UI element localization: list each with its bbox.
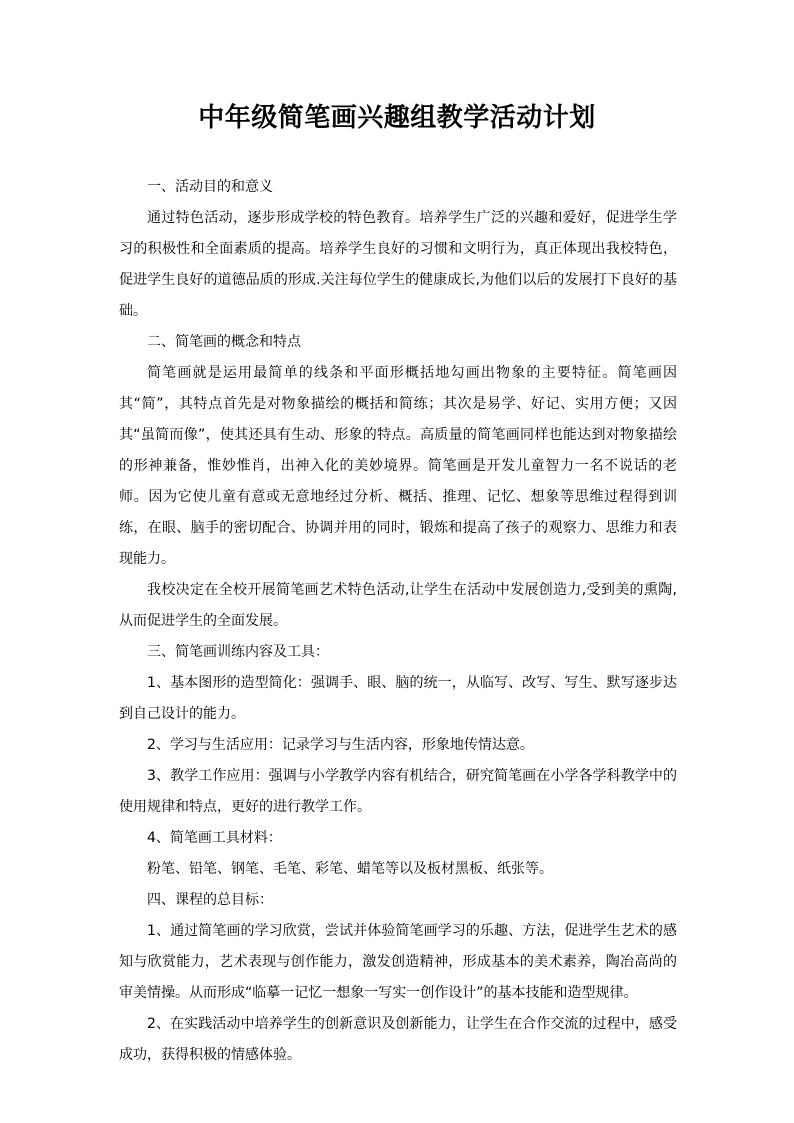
list-item: 1、通过简笔画的学习欣赏，尝试并体验简笔画学习的乐趣、方法，促进学生艺术的感知与欣赏能力，艺术表现与创作能力，激发创造精神，形成基本的美术素养，陶冶高尚的审美情操。从而形成“临摹一记忆一想象一写实一创作设计”的基本技能和造型规律。 bbox=[119, 923, 677, 1001]
paragraph: 粉笔、铅笔、钢笔、毛笔、彩笔、蜡笔等以及板材黑板、纸张等。 bbox=[147, 861, 553, 877]
list-item: 2、学习与生活应用：记录学习与生活内容，形象地传情达意。 bbox=[147, 737, 534, 753]
paragraph: 我校决定在全校开展简笔画艺术特色活动,让学生在活动中发展创造力,受到美的熏陶,从而促进学生的全面发展。 bbox=[119, 582, 677, 629]
list-item: 1、基本图形的造型简化：强调手、眼、脑的统一，从临写、改写、写生、默写逐步达到自己设计的能力。 bbox=[119, 675, 677, 722]
document-title: 中年级简笔画兴趣组教学活动计划 bbox=[198, 103, 596, 133]
paragraph: 通过特色活动，逐步形成学校的特色教育。培养学生广泛的兴趣和爱好，促进学生学习的积极性和全面素质的提高。培养学生良好的习惯和文明行为，真正体现出我校特色，促进学生良好的道德品质的形成.关注每位学生的健康成长,为他们以后的发展打下良好的基础。 bbox=[119, 210, 677, 319]
section-heading-4: 四、课程的总目标： bbox=[147, 892, 273, 908]
paragraph: 简笔画就是运用最简单的线条和平面形概括地勾画出物象的主要特征。简笔画因其“简”，其特点首先是对物象描绘的概括和简练；其次是易学、好记、实用方便；又因其“虽简而像”，使其还具有生动、形象的特点。高质量的简笔画同样也能达到对物象描绘的形神兼备，惟妙惟肖，出神入化的美妙境界。简笔画是开发儿童智力一名不说话的老师。因为它使儿童有意或无意地经过分析、概括、推理、记忆、想象等思维过程得到训练，在眼、脑手的密切配合、协调并用的同时，锻炼和提高了孩子的观察力、思维力和表现能力。 bbox=[119, 365, 677, 567]
list-item: 2、在实践活动中培养学生的创新意识及创新能力，让学生在合作交流的过程中，感受成功，获得积极的情感体验。 bbox=[119, 1016, 677, 1063]
section-heading-3: 三、简笔画训练内容及工具： bbox=[147, 644, 329, 660]
list-item: 3、教学工作应用：强调与小学教学内容有机结合，研究简笔画在小学各学科教学中的使用规律和特点，更好的进行教学工作。 bbox=[119, 768, 677, 815]
section-heading-2: 二、简笔画的概念和特点 bbox=[147, 334, 301, 350]
document-body bbox=[119, 172, 677, 1071]
list-item: 4、简笔画工具材料： bbox=[147, 830, 282, 846]
section-heading-1: 一、活动目的和意义 bbox=[147, 179, 273, 195]
